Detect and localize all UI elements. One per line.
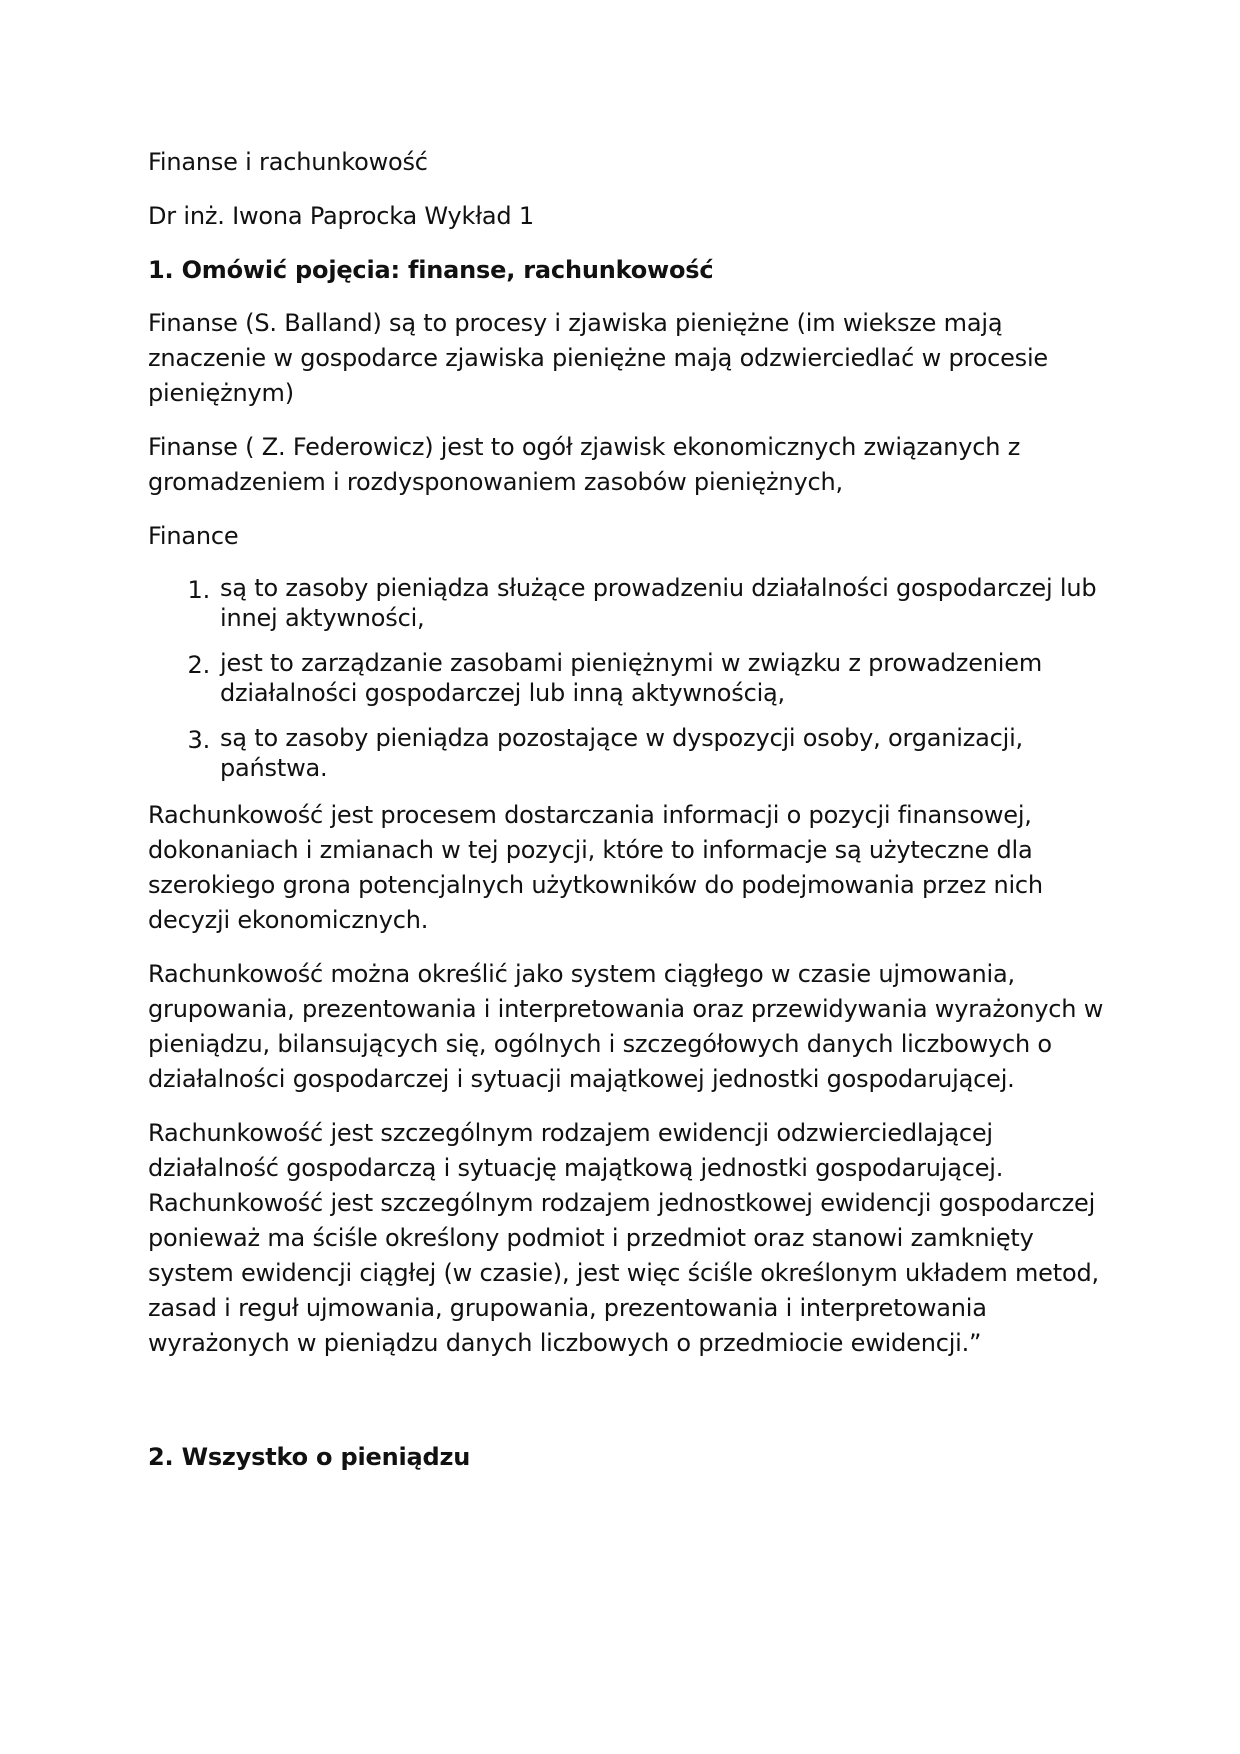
finance-label: Finance — [148, 522, 239, 550]
section-heading-2: 2. Wszystko o pieniądzu — [148, 1443, 471, 1471]
list-item-text: jest to zarządzanie zasobami pieniężnymi w związku z prowadzeniem działalności gospodarczej lub inną aktywnością, — [220, 649, 1042, 707]
paragraph-balland: Finanse (S. Balland) są to procesy i zjawiska pieniężne (im wieksze mają znaczenie w gospodarce zjawiska pieniężne mają odzwierciedlać w procesie pieniężnym) — [148, 309, 1049, 407]
paragraph-rachunkowosc-3: Rachunkowość jest szczególnym rodzajem ewidencji odzwierciedlającej działalność gospodarczą i sytuację majątkową jednostki gospodarującej. Rachunkowość jest szczególnym rodzajem jednostkowej ewidencji gospodarczej ponieważ ma ściśle określony podmiot i przedmiot oraz stanowi zamknięty system ewidencji ciągłej (w czasie), jest więc ściśle określonym układem metod, zasad i reguł ujmowania, grupowania, prezentowania i interpretowania wyrażonych w pieniądzu danych liczbowych o przedmiocie ewidencji.” — [148, 1119, 1099, 1357]
list-item-number: 3. — [187, 726, 210, 754]
list-item-text: są to zasoby pieniądza służące prowadzeniu działalności gospodarczej lub innej aktywności, — [220, 574, 1097, 632]
paragraph-federowicz: Finanse ( Z. Federowicz) jest to ogół zjawisk ekonomicznych związanych z gromadzeniem i rozdysponowaniem zasobów pieniężnych, — [148, 433, 1021, 496]
section-spacer — [148, 1380, 1108, 1440]
paragraph-rachunkowosc-2: Rachunkowość można określić jako system ciągłego w czasie ujmowania, grupowania, prezentowania i interpretowania oraz przewidywania wyrażonych w pieniądzu, bilansujących się, ogólnych i szczegółowych danych liczbowych o działalności gospodarczej i sytuacji majątkowej jednostki gospodarującej. — [148, 960, 1104, 1093]
list-item — [148, 573, 1108, 633]
finance-list — [148, 573, 1108, 783]
list-item — [148, 648, 1108, 708]
list-item-text: są to zasoby pieniądza pozostające w dyspozycji osoby, organizacji, państwa. — [220, 724, 1023, 782]
list-item-number: 2. — [187, 651, 210, 679]
lecture-info: Dr inż. Iwona Paprocka Wykład 1 — [148, 202, 534, 230]
list-item — [148, 723, 1108, 783]
list-item-number: 1. — [187, 576, 210, 604]
document-title: Finanse i rachunkowość — [148, 148, 428, 176]
document-body — [148, 145, 1108, 1493]
paragraph-rachunkowosc-1: Rachunkowość jest procesem dostarczania informacji o pozycji finansowej, dokonaniach i zmianach w tej pozycji, które to informacje są użyteczne dla szerokiego grona potencjalnych użytkowników do podejmowania przez nich decyzji ekonomicznych. — [148, 801, 1043, 934]
section-heading-1: 1. Omówić pojęcia: finanse, rachunkowość — [148, 256, 714, 284]
